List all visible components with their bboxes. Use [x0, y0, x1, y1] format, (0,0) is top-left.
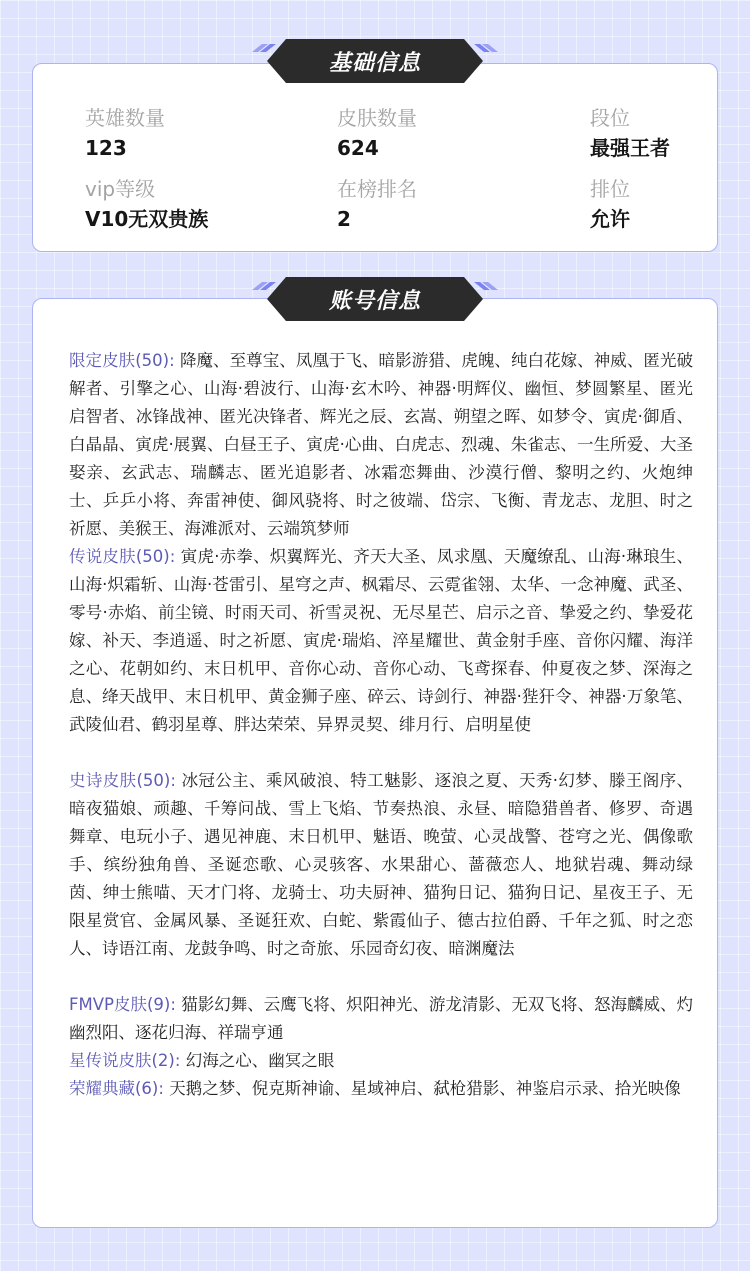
spacer — [69, 739, 693, 767]
stat-vip-level — [85, 175, 208, 233]
stat-label: 在榜排名 — [337, 177, 417, 201]
stat-value: V10无双贵族 — [85, 207, 209, 231]
skin-category-label: 荣耀典藏(6): — [69, 1079, 164, 1098]
stat-value: 624 — [337, 136, 379, 160]
section-title-account — [250, 276, 500, 322]
stat-rank-tier — [590, 104, 670, 162]
skin-group-epic — [69, 767, 693, 963]
stat-hero-count — [85, 104, 165, 162]
stat-ranked-allowed — [590, 175, 630, 233]
skin-category-label: 史诗皮肤(50): — [69, 771, 176, 790]
skin-group-fmvp — [69, 991, 693, 1047]
stat-value: 最强王者 — [590, 136, 670, 160]
skin-category-label: 传说皮肤(50): — [69, 547, 176, 566]
section-title-text: 基础信息 — [328, 50, 421, 76]
stat-value: 2 — [337, 207, 351, 231]
skin-group-limited — [69, 347, 693, 543]
stat-label: 皮肤数量 — [337, 106, 417, 130]
skin-group-star-legend — [69, 1047, 693, 1075]
stat-skin-count — [337, 104, 417, 162]
skin-items: 冰冠公主、乘风破浪、特工魅影、逐浪之夏、天秀·幻梦、滕王阁序、暗夜猫娘、顽趣、千筹问战、雪上飞焰、节奏热浪、永昼、暗隐猎兽者、修罗、奇遇舞章、电玩小子、遇见神鹿、末日机甲、魅语、晚萤、心灵战警、苍穹之光、偶像歌手、缤纷独角兽、圣诞恋歌、心灵骇客、水果甜心、蔷薇恋人、地狱岩魂、舞动绿茵、绅士熊喵、天才门将、龙骑士、功夫厨神、猫狗日记、猫狗日记、星夜王子、无限星赏官、金属风暴、圣诞狂欢、白蛇、紫霞仙子、德古拉伯爵、千年之狐、时之恋人、诗语江南、龙鼓争鸣、时之奇旅、乐园奇幻夜、暗渊魔法 — [69, 771, 694, 958]
stat-value: 允许 — [590, 207, 630, 231]
spacer — [69, 963, 693, 991]
skin-items: 猫影幻舞、云鹰飞将、炽阳神光、游龙清影、无双飞将、怒海麟威、灼幽烈阳、逐花归海、祥瑞亨通 — [69, 995, 694, 1042]
skin-category-label: 限定皮肤(50): — [69, 351, 175, 370]
skin-group-legendary — [69, 543, 693, 739]
stat-value: 123 — [85, 136, 127, 160]
section-title-basic — [250, 38, 500, 84]
skin-items: 寅虎·赤拳、炽翼辉光、齐天大圣、凤求凰、天魔缭乱、山海·琳琅生、山海·炽霜斩、山海·苍雷引、星穹之声、枫霜尽、云霓雀翎、太华、一念神魔、武圣、零号·赤焰、前尘镜、时雨天司、祈雪灵祝、无尽星芒、启示之音、挚爱之约、挚爱花嫁、补天、李逍遥、时之祈愿、寅虎·瑞焰、淬星耀世、黄金射手座、音你闪耀、海洋之心、花朝如约、末日机甲、音你心动、音你心动、飞鸢探春、仲夏夜之梦、深海之息、绛天战甲、末日机甲、黄金狮子座、碎云、诗剑行、神器·狴犴令、神器·万象笔、武陵仙君、鹤羽星尊、胖达荣荣、异界灵契、绯月行、启明星使 — [69, 547, 693, 734]
stat-leaderboard-rank — [337, 175, 417, 233]
stat-label: 段位 — [590, 106, 630, 130]
stat-label: 排位 — [590, 177, 630, 201]
basic-info-card — [32, 63, 718, 252]
stat-label: vip等级 — [85, 177, 156, 201]
skin-group-glory-collection — [69, 1075, 693, 1103]
skin-items: 天鹅之梦、倪克斯神谕、星域神启、弑枪猎影、神鉴启示录、拾光映像 — [169, 1079, 681, 1098]
skin-list — [69, 347, 693, 1103]
account-info-card — [32, 298, 718, 1228]
section-title-text: 账号信息 — [328, 288, 421, 314]
skin-category-label: 星传说皮肤(2): — [69, 1051, 181, 1070]
skin-items: 幻海之心、幽冥之眼 — [185, 1051, 335, 1070]
stat-label: 英雄数量 — [85, 106, 165, 130]
skin-items: 降魔、至尊宝、凤凰于飞、暗影游猎、虎魄、纯白花嫁、神威、匿光破解者、引擎之心、山海·碧波行、山海·玄木吟、神器·明辉仪、幽恒、梦圆繁星、匿光启智者、冰锋战神、匿光决锋者、辉光之辰、玄嵩、朔望之晖、如梦令、寅虎·御盾、白晶晶、寅虎·展翼、白昼王子、寅虎·心曲、白虎志、烈魂、朱雀志、一生所爱、大圣娶亲、玄武志、瑞麟志、匿光追影者、冰霜恋舞曲、沙漠行僧、黎明之约、火炮绅士、乒乒小将、奔雷神使、御风骁将、时之彼端、岱宗、飞衡、青龙志、龙胆、时之祈愿、美猴王、海滩派对、云端筑梦师 — [69, 351, 693, 538]
skin-category-label: FMVP皮肤(9): — [69, 995, 176, 1014]
